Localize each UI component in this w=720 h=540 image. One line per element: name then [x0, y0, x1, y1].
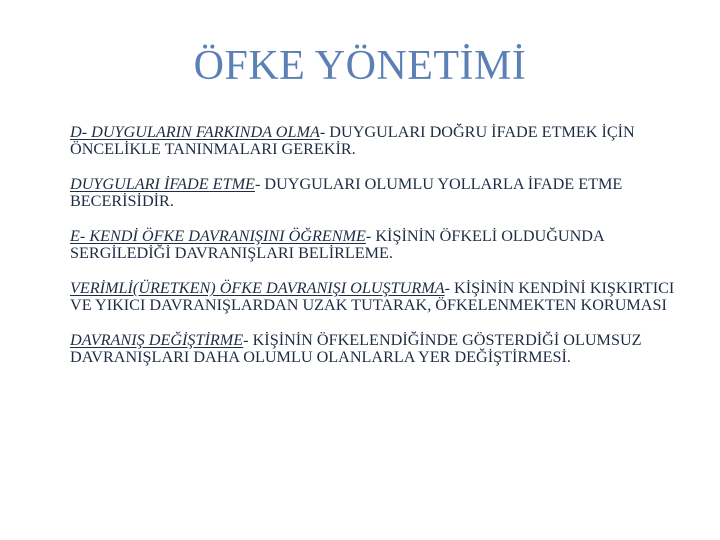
paragraph-body: - KİŞİNİN KENDİNİ KIŞKIRTICI VE YIKICI DAVRANIŞLARDAN UZAK TUTARAK, ÖFKELENMEKTEN KORUMASI	[70, 279, 675, 314]
paragraph-duygulari-ifade-etme	[70, 176, 690, 210]
paragraph-body: - KİŞİNİN ÖFKELENDİĞİNDE GÖSTERDİĞİ OLUMSUZ DAVRANIŞLARI DAHA OLUMLU OLANLARLA YER DEĞİŞTİRMESİ.	[70, 331, 642, 366]
slide-title: ÖFKE YÖNETİMİ	[193, 43, 527, 89]
paragraph-emphasis: DAVRANIŞ DEĞİŞTİRME	[70, 331, 244, 349]
paragraph-body: - KİŞİNİN ÖFKELİ OLDUĞUNDA SERGİLEDİĞİ DAVRANIŞLARI BELİRLEME.	[70, 227, 604, 262]
paragraph-body: - DUYGULARI OLUMLU YOLLARLA İFADE ETME BECERİSİDİR.	[70, 175, 623, 210]
paragraph-verimli-ofke-davranisi	[70, 280, 690, 314]
paragraph-kendi-ofke-davranisini-ogrenme	[70, 228, 690, 262]
paragraph-emphasis: D- DUYGULARIN FARKINDA OLMA	[70, 123, 320, 141]
paragraph-davranis-degistirme	[70, 332, 690, 366]
slide-content	[70, 124, 690, 384]
paragraph-emphasis: VERİMLİ(ÜRETKEN) ÖFKE DAVRANIŞI OLUŞTURMA	[70, 279, 445, 297]
paragraph-body: - DUYGULARI DOĞRU İFADE ETMEK İÇİN ÖNCELİKLE TANINMALARI GEREKİR.	[70, 123, 635, 158]
paragraph-duygularin-farkinda-olma	[70, 124, 690, 158]
paragraph-emphasis: E- KENDİ ÖFKE DAVRANIŞINI ÖĞRENME	[70, 227, 366, 245]
paragraph-emphasis: DUYGULARI İFADE ETME	[70, 175, 255, 193]
